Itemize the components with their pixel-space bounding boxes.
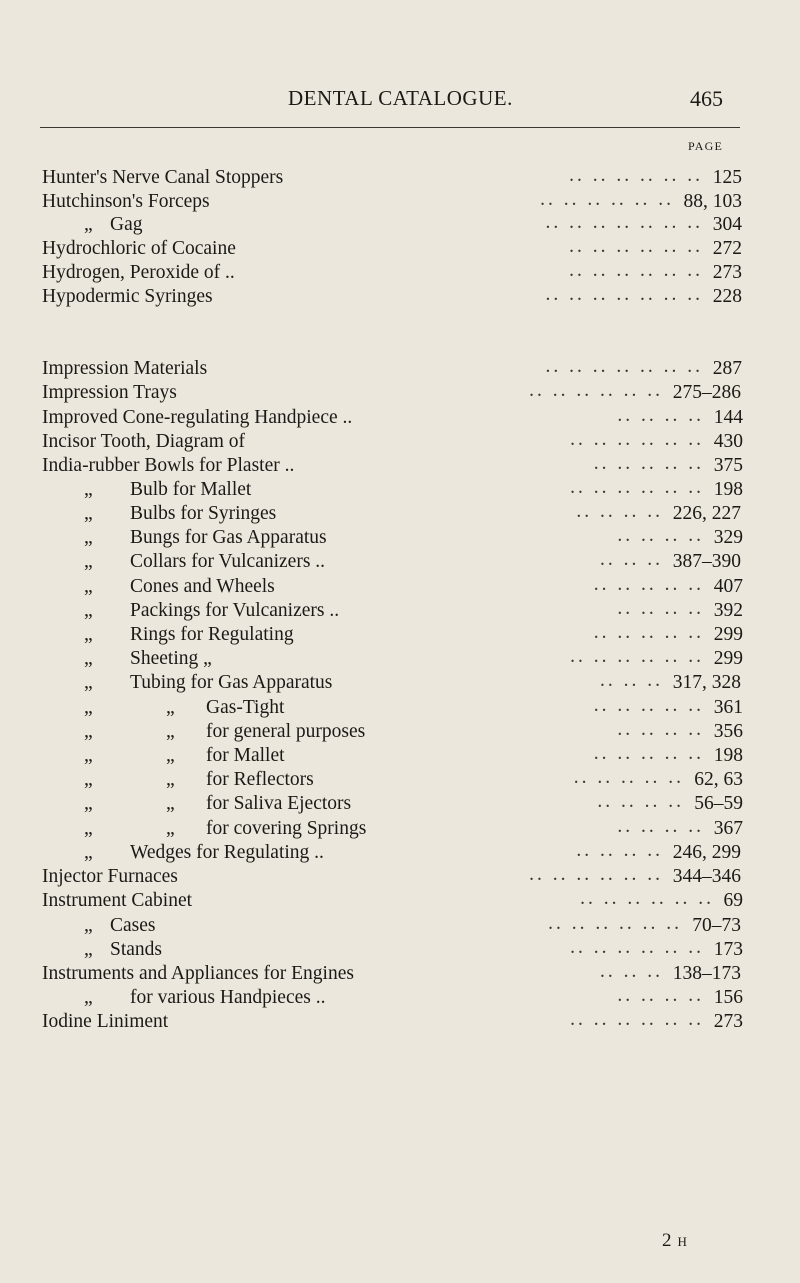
entry-page: 344–346 bbox=[672, 866, 741, 887]
index-entry bbox=[42, 671, 742, 695]
page-number: 465 bbox=[690, 86, 723, 111]
index-entry bbox=[42, 889, 742, 913]
ditto-mark: „ bbox=[84, 697, 93, 718]
entry-page: 299 bbox=[713, 624, 743, 645]
leader-dots: .. .. .. .. bbox=[617, 985, 704, 1006]
entry-text: Bulb for Mallet bbox=[130, 479, 252, 500]
entry-page: 69 bbox=[723, 890, 743, 911]
index-entry bbox=[42, 841, 742, 865]
entry-page: 144 bbox=[713, 407, 743, 428]
index-entry bbox=[42, 817, 742, 841]
entry-page: 361 bbox=[713, 697, 743, 718]
entry-text: for Saliva Ejectors bbox=[206, 793, 352, 814]
index-entry bbox=[42, 357, 742, 381]
leader-dots: .. .. .. bbox=[600, 670, 663, 691]
entry-text: India-rubber Bowls for Plaster .. bbox=[42, 455, 295, 476]
entry-text: for Mallet bbox=[206, 745, 285, 766]
leader-dots: .. .. .. .. .. bbox=[593, 574, 704, 595]
running-title: DENTAL CATALOGUE. bbox=[288, 86, 513, 110]
leader-dots: .. .. .. .. .. .. .. bbox=[545, 356, 703, 377]
index-entry bbox=[42, 720, 742, 744]
entry-text: Improved Cone-regulating Handpiece .. bbox=[42, 407, 353, 428]
index-entry bbox=[42, 213, 742, 237]
signature-mark bbox=[662, 1230, 688, 1252]
entry-text: Collars for Vulcanizers .. bbox=[130, 551, 326, 572]
ditto-mark: „ bbox=[84, 551, 93, 572]
leader-dots: .. .. .. .. .. bbox=[593, 453, 704, 474]
entry-page: 430 bbox=[713, 431, 743, 452]
entry-text: Instruments and Appliances for Engines bbox=[42, 963, 354, 984]
leader-dots: .. .. .. .. .. .. bbox=[548, 913, 682, 934]
entry-text: Cones and Wheels bbox=[130, 576, 275, 597]
entry-page: 138–173 bbox=[672, 963, 741, 984]
leader-dots: .. .. .. .. bbox=[597, 791, 684, 812]
index-entry bbox=[42, 502, 742, 526]
index-entry bbox=[42, 696, 742, 720]
index-entry bbox=[42, 166, 742, 190]
ditto-mark: „ bbox=[84, 842, 93, 863]
entry-text: Incisor Tooth, Diagram of bbox=[42, 431, 245, 452]
sub-ditto-mark: „ bbox=[166, 793, 175, 814]
entry-page: 228 bbox=[712, 286, 742, 307]
entry-page: 299 bbox=[713, 648, 743, 669]
leader-dots: .. .. .. bbox=[600, 549, 663, 570]
ditto-mark: „ bbox=[84, 672, 93, 693]
entry-text: Wedges for Regulating .. bbox=[130, 842, 324, 863]
entry-page: 407 bbox=[713, 576, 743, 597]
leader-dots: .. .. .. .. .. .. bbox=[569, 260, 703, 281]
entry-text: Sheeting „ bbox=[130, 648, 212, 669]
entry-text: Bungs for Gas Apparatus bbox=[130, 527, 327, 548]
entry-page: 125 bbox=[712, 167, 742, 188]
sub-ditto-mark: „ bbox=[166, 769, 175, 790]
entry-text: Impression Materials bbox=[42, 358, 208, 379]
leader-dots: .. .. .. .. .. .. bbox=[570, 429, 704, 450]
leader-dots: .. .. .. .. .. .. bbox=[570, 477, 704, 498]
index-entry bbox=[42, 261, 742, 285]
index-entry bbox=[42, 381, 742, 405]
index-entry bbox=[42, 792, 742, 816]
index-entry bbox=[42, 744, 742, 768]
entry-page: 329 bbox=[713, 527, 743, 548]
entry-text: for Reflectors bbox=[206, 769, 314, 790]
entry-page: 198 bbox=[713, 479, 743, 500]
entry-page: 156 bbox=[713, 987, 743, 1008]
ditto-mark: „ bbox=[84, 939, 93, 960]
entry-text: for general purposes bbox=[206, 721, 366, 742]
ditto-mark: „ bbox=[84, 624, 93, 645]
sub-ditto-mark: „ bbox=[166, 818, 175, 839]
entry-page: 392 bbox=[713, 600, 743, 621]
entry-text: Impression Trays bbox=[42, 382, 177, 403]
ditto-mark: „ bbox=[84, 576, 93, 597]
entry-page: 287 bbox=[712, 358, 742, 379]
entry-page: 317, 328 bbox=[672, 672, 741, 693]
sub-ditto-mark: „ bbox=[166, 745, 175, 766]
leader-dots: .. .. .. .. .. bbox=[593, 743, 704, 764]
page-column-heading: PAGE bbox=[688, 139, 724, 153]
entry-page: 246, 299 bbox=[672, 842, 741, 863]
entry-text: for various Handpieces .. bbox=[130, 987, 326, 1008]
leader-dots: .. .. .. .. .. bbox=[593, 622, 704, 643]
ditto-mark: „ bbox=[84, 721, 93, 742]
index-entry bbox=[42, 526, 742, 550]
entry-page: 273 bbox=[713, 1011, 743, 1032]
ditto-mark: „ bbox=[84, 793, 93, 814]
entry-page: 273 bbox=[712, 262, 742, 283]
leader-dots: .. .. .. .. .. .. bbox=[570, 646, 704, 667]
entry-page: 375 bbox=[713, 455, 743, 476]
entry-page: 56–59 bbox=[694, 793, 743, 814]
ditto-mark: „ bbox=[84, 745, 93, 766]
ditto-mark: „ bbox=[84, 503, 93, 524]
index-entry bbox=[42, 962, 742, 986]
index-entry bbox=[42, 575, 742, 599]
leader-dots: .. .. .. .. .. .. bbox=[569, 236, 703, 257]
ditto-mark: „ bbox=[84, 648, 93, 669]
leader-dots: .. .. .. .. bbox=[617, 405, 704, 426]
index-entry bbox=[42, 1010, 742, 1034]
index-entry bbox=[42, 406, 742, 430]
entry-text: Iodine Liniment bbox=[42, 1011, 169, 1032]
leader-dots: .. .. .. .. .. .. bbox=[570, 937, 704, 958]
sub-ditto-mark: „ bbox=[166, 697, 175, 718]
entry-page: 272 bbox=[712, 238, 742, 259]
leader-dots: .. .. .. .. bbox=[576, 840, 663, 861]
signature-letter: H bbox=[677, 1234, 688, 1249]
entry-text: Instrument Cabinet bbox=[42, 890, 193, 911]
index-entry bbox=[42, 647, 742, 671]
entry-text: Hydrogen, Peroxide of .. bbox=[42, 262, 235, 283]
index-entry bbox=[42, 599, 742, 623]
leader-dots: .. .. .. .. .. bbox=[593, 695, 704, 716]
entry-page: 198 bbox=[713, 745, 743, 766]
entry-text: Gas-Tight bbox=[206, 697, 285, 718]
index-entry bbox=[42, 938, 742, 962]
index-entry bbox=[42, 430, 742, 454]
index-entry bbox=[42, 768, 742, 792]
ditto-mark: „ bbox=[84, 915, 93, 936]
ditto-mark: „ bbox=[84, 600, 93, 621]
index-entry bbox=[42, 623, 742, 647]
ditto-mark: „ bbox=[84, 527, 93, 548]
ditto-mark: „ bbox=[84, 987, 93, 1008]
leader-dots: .. .. .. .. .. .. bbox=[570, 1009, 704, 1030]
index-entry bbox=[42, 986, 742, 1010]
sub-ditto-mark: „ bbox=[166, 721, 175, 742]
entry-page: 62, 63 bbox=[694, 769, 743, 790]
ditto-mark: „ bbox=[84, 818, 93, 839]
entry-page: 226, 227 bbox=[672, 503, 741, 524]
leader-dots: .. .. .. .. .. .. .. bbox=[545, 284, 703, 305]
entry-text: Hutchinson's Forceps bbox=[42, 191, 210, 212]
leader-dots: .. .. .. .. .. .. .. bbox=[545, 212, 703, 233]
leader-dots: .. .. .. bbox=[600, 961, 663, 982]
index-entry bbox=[42, 550, 742, 574]
entry-text: Injector Furnaces bbox=[42, 866, 178, 887]
entry-text: Bulbs for Syringes bbox=[130, 503, 277, 524]
entry-text: Stands bbox=[110, 939, 163, 960]
index-entry bbox=[42, 914, 742, 938]
entry-text: Gag bbox=[110, 214, 143, 235]
entry-page: 356 bbox=[713, 721, 743, 742]
entry-page: 304 bbox=[712, 214, 742, 235]
leader-dots: .. .. .. .. .. .. bbox=[580, 888, 714, 909]
ditto-mark: „ bbox=[84, 479, 93, 500]
entry-text: Hypodermic Syringes bbox=[42, 286, 213, 307]
entry-page: 275–286 bbox=[672, 382, 741, 403]
entry-text: Cases bbox=[110, 915, 156, 936]
index-entry bbox=[42, 865, 742, 889]
entry-text: Hunter's Nerve Canal Stoppers bbox=[42, 167, 284, 188]
index-entry bbox=[42, 478, 742, 502]
entry-page: 70–73 bbox=[692, 915, 741, 936]
entry-text: Packings for Vulcanizers .. bbox=[130, 600, 340, 621]
entry-text: Tubing for Gas Apparatus bbox=[130, 672, 333, 693]
leader-dots: .. .. .. .. bbox=[617, 816, 704, 837]
leader-dots: .. .. .. .. .. .. bbox=[529, 380, 663, 401]
entry-page: 173 bbox=[713, 939, 743, 960]
index-entry bbox=[42, 237, 742, 261]
entry-page: 88, 103 bbox=[683, 191, 742, 212]
signature-number: 2 bbox=[662, 1230, 672, 1251]
leader-dots: .. .. .. .. .. .. bbox=[540, 189, 674, 210]
index-entry bbox=[42, 454, 742, 478]
leader-dots: .. .. .. .. bbox=[617, 719, 704, 740]
entry-text: for covering Springs bbox=[206, 818, 367, 839]
entry-page: 367 bbox=[713, 818, 743, 839]
ditto-mark: „ bbox=[84, 769, 93, 790]
leader-dots: .. .. .. .. bbox=[617, 525, 704, 546]
leader-dots: .. .. .. .. .. .. bbox=[569, 165, 703, 186]
index-entry bbox=[42, 285, 742, 309]
entry-text: Rings for Regulating bbox=[130, 624, 294, 645]
leader-dots: .. .. .. .. bbox=[617, 598, 704, 619]
leader-dots: .. .. .. .. bbox=[576, 501, 663, 522]
entry-text: Hydrochloric of Cocaine bbox=[42, 238, 236, 259]
entry-page: 387–390 bbox=[672, 551, 741, 572]
ditto-mark: „ bbox=[84, 214, 93, 235]
leader-dots: .. .. .. .. .. bbox=[573, 767, 684, 788]
leader-dots: .. .. .. .. .. .. bbox=[529, 864, 663, 885]
